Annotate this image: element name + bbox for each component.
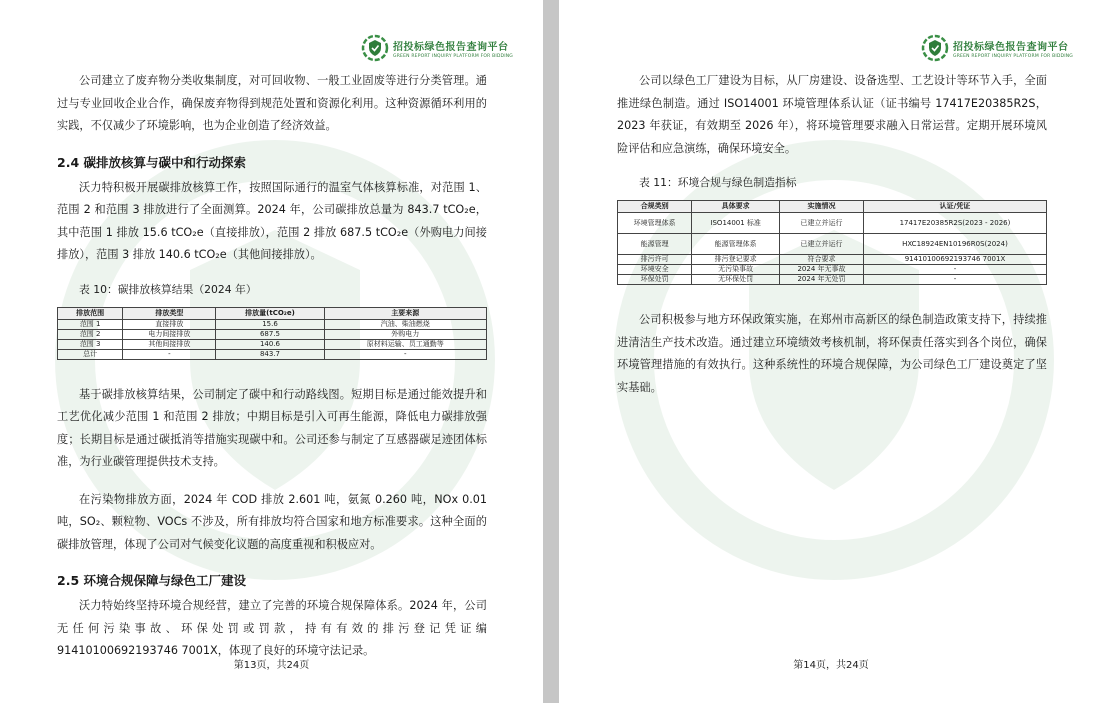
table-cell: - (324, 349, 486, 359)
platform-logo-icon (921, 34, 949, 62)
table-header-cell: 合规类别 (618, 201, 692, 213)
document-page-13 (0, 0, 543, 703)
page-body (57, 70, 487, 678)
table-cell: 2024 年无事故 (780, 265, 864, 275)
table-cell: 2024 年无处罚 (780, 275, 864, 285)
table-cell: 直接排放 (123, 319, 216, 329)
table-cell: 已建立并运行 (780, 213, 864, 234)
section-heading: 2.5 环境合规保障与绿色工厂建设 (57, 573, 246, 588)
table-cell: - (863, 275, 1046, 285)
table-cell: 电力间接排放 (123, 329, 216, 339)
table-row (58, 329, 487, 339)
table-cell: HXC18924EN10196R0S(2024) (863, 234, 1046, 255)
table-caption: 表 10：碳排放核算结果（2024 年） (79, 282, 257, 296)
table-row (618, 275, 1047, 285)
table-row (58, 319, 487, 329)
page-number: 第13页，共24页 (233, 660, 310, 671)
table-cell: 无污染事故 (692, 265, 780, 275)
brand-name: 招投标绿色报告查询平台 (393, 41, 509, 53)
page-body (617, 70, 1047, 414)
paragraph: 公司积极参与地方环保政策实施，在郑州市高新区的绿色制造政策支持下，持续推进清洁生产技术改造。通过建立环境绩效考核机制，将环保责任落实到各个岗位，确保环境管理措施的有效执行。这种系统性的环境合规保障，为公司绿色工厂建设奠定了坚实基础。 (617, 313, 1047, 394)
page-header (921, 34, 1073, 62)
table-row (618, 265, 1047, 275)
table-cell: 91410100692193746 7001X (863, 255, 1046, 265)
table-header-cell: 排放量(tCO₂e) (216, 307, 324, 319)
compliance-table (617, 200, 1047, 285)
page-header (361, 34, 513, 62)
table-header-cell: 认证/凭证 (863, 201, 1046, 213)
table-cell: 环境安全 (618, 265, 692, 275)
table-cell: 能源管理 (618, 234, 692, 255)
table-cell: 总计 (58, 349, 123, 359)
table-header-cell: 实施情况 (780, 201, 864, 213)
table-cell: 17417E20385R2S(2023 - 2026) (863, 213, 1046, 234)
table-cell: 汽油、柴油燃烧 (324, 319, 486, 329)
table-cell: 符合要求 (780, 255, 864, 265)
paragraph: 在污染物排放方面，2024 年 COD 排放 2.601 吨，氨氮 0.260 吨，NOx 0.01 吨，SO₂、颗粒物、VOCs 不涉及，所有排放均符合国家和地方标准要求。这种全面的碳排放管理，体现了公司对气候变化议题的高度重视和积极应对。 (57, 492, 487, 551)
table-header-cell: 排放范围 (58, 307, 123, 319)
table-row (58, 339, 487, 349)
page-number: 第14页，共24页 (793, 660, 869, 671)
brand-subtitle: GREEN REPORT INQUIRY PLATFORM FOR BIDDING (953, 53, 1073, 59)
table-cell: 原材料运输、员工通勤等 (324, 339, 486, 349)
table-cell: 范围 3 (58, 339, 123, 349)
paragraph: 沃力特始终坚持环境合规经营，建立了完善的环境合规保障体系。2024 年，公司无任何污染事故、环保处罚或罚款，持有有效的排污登记凭证编 91410100692193746 7001X，体现了良好的环境守法记录。 (57, 599, 487, 657)
table-row (58, 349, 487, 359)
table-cell: 外购电力 (324, 329, 486, 339)
paragraph: 基于碳排放核算结果，公司制定了碳中和行动路线图。短期目标是通过能效提升和工艺优化减少范围 1 和范围 2 排放；中期目标是引入可再生能源，降低电力碳排放强度；长期目标是通过碳抵消等措施实现碳中和。公司还参与制定了互感器碳足迹团体标准，为行业碳管理提供技术支持。 (57, 387, 487, 468)
table-cell: 687.5 (216, 329, 324, 339)
table-header-cell: 主要来源 (324, 307, 486, 319)
table-cell: 排污许可 (618, 255, 692, 265)
table-cell: 其他间接排放 (123, 339, 216, 349)
paragraph: 沃力特积极开展碳排放核算工作，按照国际通行的温室气体核算标准，对范围 1、范围 2 和范围 3 排放进行了全面测算。2024 年，公司碳排放总量为 843.7 tCO₂e，其中范围 1 排放 15.6 tCO₂e（直接排放），范围 2 排放 687.5 tCO₂e（外购电力间接排放），范围 3 排放 140.6 tCO₂e（其他间接排放）。 (57, 180, 487, 261)
brand-name: 招投标绿色报告查询平台 (953, 41, 1069, 53)
page-gap (543, 0, 559, 703)
table-cell: 15.6 (216, 319, 324, 329)
table-cell: 排污登记要求 (692, 255, 780, 265)
table-cell: 140.6 (216, 339, 324, 349)
table-cell: 环境管理体系 (618, 213, 692, 234)
section-heading: 2.4 碳排放核算与碳中和行动探索 (57, 154, 246, 170)
table-header-cell: 排放类型 (123, 307, 216, 319)
platform-logo-icon (361, 34, 389, 62)
carbon-emission-table (57, 307, 487, 360)
document-page-14 (559, 0, 1103, 703)
table-cell: 环保处罚 (618, 275, 692, 285)
table-caption: 表 11：环境合规与绿色制造指标 (639, 176, 797, 189)
table-cell: - (123, 349, 216, 359)
table-cell: ISO14001 标准 (692, 213, 780, 234)
table-cell: 无环保处罚 (692, 275, 780, 285)
table-cell: - (863, 265, 1046, 275)
table-row (618, 255, 1047, 265)
paragraph: 公司建立了废弃物分类收集制度，对可回收物、一般工业固废等进行分类管理。通过与专业回收企业合作，确保废弃物得到规范处置和资源化利用。这种资源循环利用的实践，不仅减少了环境影响，也为企业创造了经济效益。 (57, 74, 487, 132)
table-cell: 能源管理体系 (692, 234, 780, 255)
paragraph: 公司以绿色工厂建设为目标，从厂房建设、设备选型、工艺设计等环节入手，全面推进绿色制造。通过 ISO14001 环境管理体系认证（证书编号 17417E20385R2S，2023 年获证，有效期至 2026 年），将环境管理要求融入日常运营。定期开展环境风险评估和应急演练，确保环境安全。 (617, 74, 1047, 155)
table-cell: 范围 2 (58, 329, 123, 339)
table-cell: 843.7 (216, 349, 324, 359)
table-cell: 已建立并运行 (780, 234, 864, 255)
table-row (618, 234, 1047, 255)
table-row (618, 213, 1047, 234)
brand-subtitle: GREEN REPORT INQUIRY PLATFORM FOR BIDDING (393, 53, 513, 59)
table-cell: 范围 1 (58, 319, 123, 329)
table-header-cell: 具体要求 (692, 201, 780, 213)
